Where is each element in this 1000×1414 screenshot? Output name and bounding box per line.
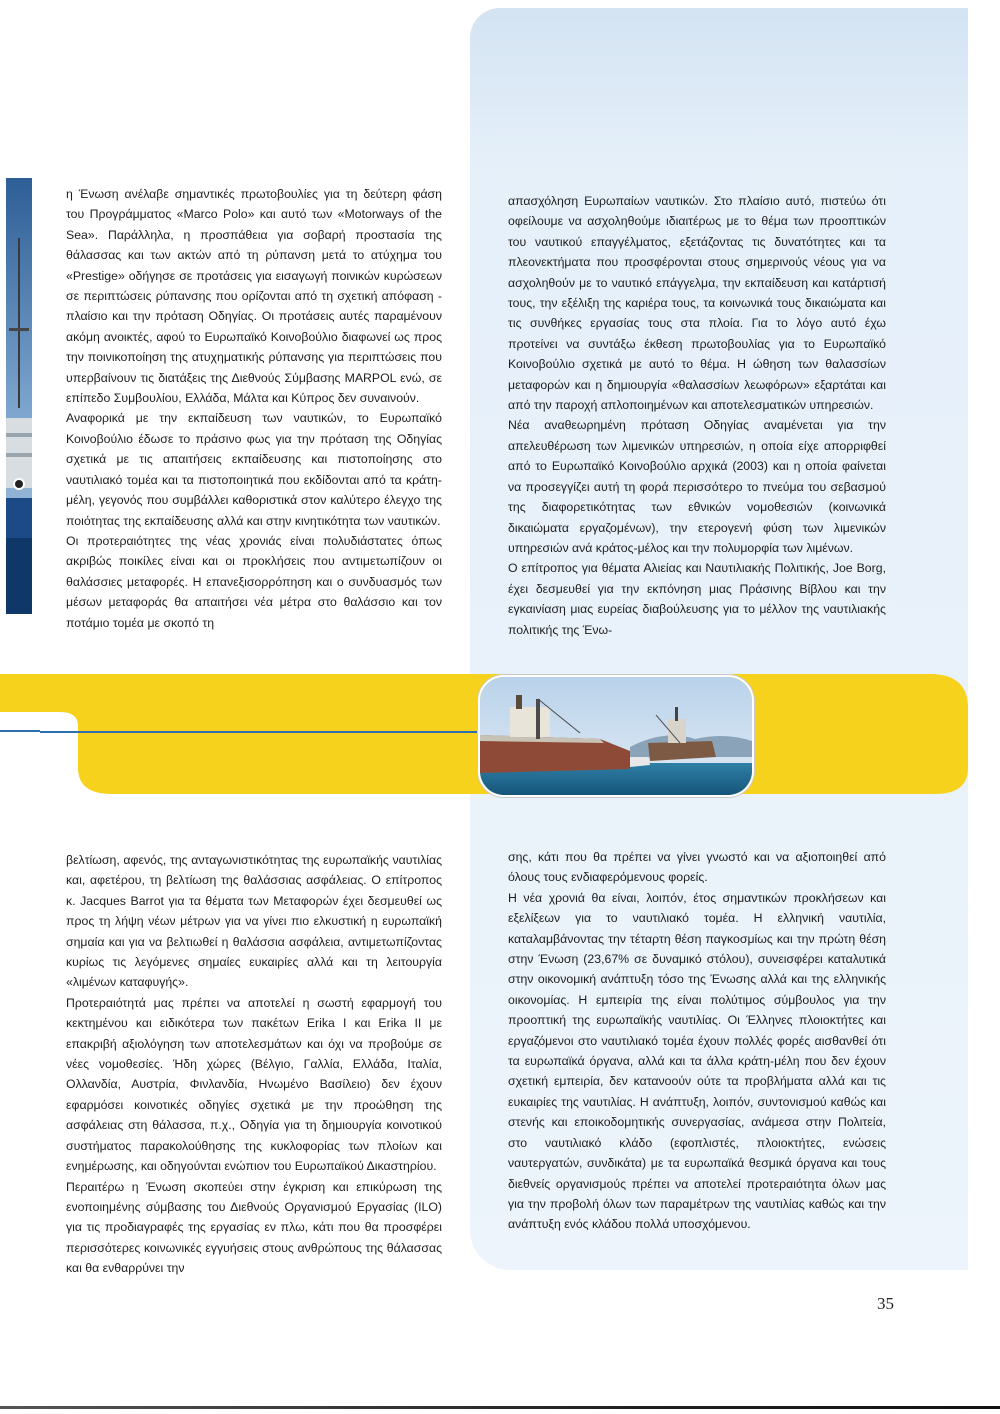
article-column-top-left [66, 184, 442, 633]
footer-rule [0, 1406, 1000, 1409]
paragraph: Ο επίτροπος για θέματα Αλιείας και Ναυτιλιακής Πολιτικής, Joe Borg, έχει δεσμευθεί για την εκπόνηση μιας Πράσινης Βίβλου και την εγκαινίαση μιας ευρείας διαβούλευσης για το μέλλον της ναυτιλιακής πολιτικής της Ένω- [508, 561, 886, 637]
paragraph: Αναφορικά με την εκπαίδευση των ναυτικών, το Ευρωπαϊκό Κοινοβούλιο έδωσε το πράσινο φως για την πρόταση της Οδηγίας σχετικά με τις απαιτήσεις εκπαίδευσης και πιστοποίησης στο ναυτιλιακό τομέα και τα πιστοποιητικά που εκδίδονται από τα κράτη-μέλη, γεγονός που συμβάλλει καθοριστικά στον καλύτερο έλεγχο της ποιότητας της εκπαίδευσης αλλά και στην κινητικότητα των ναυτικών. [66, 411, 442, 528]
paragraph: η Ένωση ανέλαβε σημαντικές πρωτοβουλίες για τη δεύτερη φάση του Προγράμματος «Marco Polo» και αυτό των «Motorways of the Sea». Παράλληλα, η προσπάθεια για σοβαρή προστασία της θάλασσας και των ακτών από τη ρύπανση μετά το ατύχημα του «Prestige» οδήγησε σε προτάσεις για εισαγωγή ποινικών κυρώσεων σε περιπτώσεις ρύπανσης που ορίζονται από τη σχετική απόφαση - πλαίσιο και την πρόταση Οδηγίας. Οι προτάσεις αυτές παραμένουν ακόμη ανοικτές, αφού το Ευρωπαϊκό Κοινοβούλιο διαφωνεί ως προς την ποινικοποίηση της ατυχηματικής ρύπανσης για περιπτώσεις που υπερβαίνουν τις διατάξεις της Διεθνούς Σύμβασης MARPOL ενώ, σε επίπεδο Συμβουλίου, Ελλάδα, Μάλτα και Κύπρος δεν συναινούν. [66, 187, 442, 406]
paragraph: απασχόληση Ευρωπαίων ναυτικών. Στο πλαίσιο αυτό, πιστεύω ότι οφείλουμε να ασχοληθούμε ιδιαιτέρως με το θέμα των προοπτικών του ναυτικού επαγγέλματος, εξετάζοντας τις δυνατότητες και τα πλεονεκτήματα που προσφέρονται στους σημερινούς νέους για να ασχοληθούν με το ναυτικό επάγγελμα, την εκπαίδευση και κατάρτισή τους, την εξέλιξη της καριέρα τους, τα κοινωνικά τους δικαιώματα και τις συνθήκες εργασίας τους στα πλοία. Για το λόγο αυτό έχω προτείνει να συντάξω έκθεση πρωτοβουλίας για το Ευρωπαϊκό Κοινοβούλιο σχετικά με αυτό το θέμα. Η ώθηση των θαλασσίων μεταφορών και η δημιουργία «θαλασσίων λεωφόρων» εξαρτάται και από την παροχή απλοποιημένων και αποτελεσματικών υπηρεσιών. [508, 194, 886, 413]
page-number: 35 [877, 1294, 894, 1313]
paragraph: Η νέα χρονιά θα είναι, λοιπόν, έτος σημαντικών προκλήσεων και εξελίξεων για το ναυτιλιακό τομέα. Η ελληνική ναυτιλία, καταλαμβάνοντας την τέταρτη θέση παγκοσμίως και την πρώτη θέση στην Ένωση (23,67% σε δυναμικό στόλου), συνεισφέρει καταλυτικά στην οικονομική ανάπτυξη τόσο της Ένωσης αλλά και της ελληνικής οικονομίας. Η εμπειρία της είναι πολύτιμος σύμβουλος για την προοπτική της ευρωπαϊκής ναυτιλίας. Οι Έλληνες πλοιοκτήτες και εργαζόμενοι στο ναυτιλιακό τομέα έχουν πολλές φορές αισθανθεί ότι τα ευρωπαϊκά όργανα, αλλά και τα άλλα κράτη-μέλη που δεν έχουν σχετική εμπειρία, δεν κατανοούν ούτε τα προβλήματα αλλά και τις ευκαιρίες της ναυτιλίας. Η ανάπτυξη, λοιπόν, συντονισμού καθώς και στενής και εποικοδομητικής συνεργασίας, ανάμεσα στην Πολιτεία, στο ναυτιλιακό κλάδο (εφοπλιστές, πλοιοκτήτες, ενώσεις ναυτεργατών, συνδικάτα) με τα ευρωπαϊκά θεσμικά όργανα και τους διεθνείς οργανισμούς πρέπει να αποτελεί προτεραιότητα όλων μας για την προβολή όλων των παραμέτρων της ναυτιλίας καθώς και την ανάπτυξη ενός κλάδου πολλά υποσχόμενου. [508, 890, 886, 1232]
paragraph: βελτίωση, αφενός, της ανταγωνιστικότητας της ευρωπαϊκής ναυτιλίας και, αφετέρου, τη βελτίωση της θαλάσσιας ασφάλειας. Ο επίτροπος κ. Jacques Barrot για τα θέματα των Μεταφορών έχει δεσμευθεί ως προς τη λήψη νέων μέτρων για να γίνει πιο ελκυστική η ευρωπαϊκή σημαία και για να βελτιωθεί η θαλάσσια ασφάλεια, αντιμετωπίζοντας κυρίως τις λεγόμενες σημαίες ευκαιρίες αλλά και τη λειτουργία «λιμένων καταφυγής». [66, 853, 442, 990]
paragraph: Περαιτέρω η Ένωση σκοπεύει στην έγκριση και επικύρωση της ενοποιημένης σύμβασης του Διεθνούς Οργανισμού Εργασίας (ILO) για τις προδιαγραφές της εργασίας εν πλω, κάτι που θα προσφέρει περισσότερες κοινωνικές εγγυήσεις στους ανθρώπους της θάλασσας και θα ενθαρρύνει την [66, 1179, 442, 1276]
paragraph: Νέα αναθεωρημένη πρόταση Οδηγίας αναμένεται για την απελευθέρωση των λιμενικών υπηρεσιών, η οποία είχε απορριφθεί από το Ευρωπαϊκό Κοινοβούλιο αρχικά (2003) και η οποία φαίνεται να προσεγγίζει αυτή τη φορά περισσότερο το πνεύμα του σεβασμού της διαφορετικότητας των εθνικών νομοθεσιών (κοινωνικά δικαιώματα εργαζομένων), την ετερογενή φύση των λιμενικών υπηρεσιών ανά κράτος-μέλος και την πολυμορφία των λιμένων. [508, 418, 886, 555]
left-ship-photo-strip [6, 178, 32, 614]
docked-ships-photo [478, 675, 754, 797]
paragraph: σης, κάτι που θα πρέπει να γίνει γνωστό και να αξιοποιηθεί από όλους τους ενδιαφερόμενους φορείς. [508, 850, 886, 885]
article-column-bottom-left [66, 850, 442, 1279]
paragraph: Οι προτεραιότητες της νέας χρονιάς είναι πολυδιάστατες όπως ακριβώς ποικίλες είναι και οι προκλήσεις που αντιμετωπίζουν οι θαλάσσιες μεταφορές. Η επανεξισορρόπηση και ο συνδυασμός των μέσων μεταφοράς θα απαιτήσει νέα μέτρα στο θαλάσσιο και τον ποτάμιο τομέα με σκοπό τη [66, 533, 442, 630]
article-column-bottom-right [508, 847, 886, 1235]
article-column-top-right [508, 191, 886, 640]
background-blue-panel-top [470, 8, 968, 168]
paragraph: Προτεραιότητά μας πρέπει να αποτελεί η σωστή εφαρμογή του κεκτημένου και ειδικότερα των πακέτων Erika I και Erika II με επακριβή αξιολόγηση των αποτελεσμάτων και όχι να προβούμε σε νέες νομοθεσίες. Ήδη χώρες (Βέλγιο, Γαλλία, Ελλάδα, Ιταλία, Ολλανδία, Αυστρία, Φινλανδία, Ηνωμένο Βασίλειο) δεν έχουν εφαρμόσει κοινοτικές οδηγίες σχετικά με την προώθηση της ασφάλειας στη θάλασσα, π.χ., Οδηγία για τη δημιουργία κοινοτικού συστήματος παρακολούθησης της κυκλοφορίας των πλοίων και ενημέρωσης, και οδηγούνται ενώπιον του Ευρωπαϊκού Δικαστηρίου. [66, 995, 442, 1174]
